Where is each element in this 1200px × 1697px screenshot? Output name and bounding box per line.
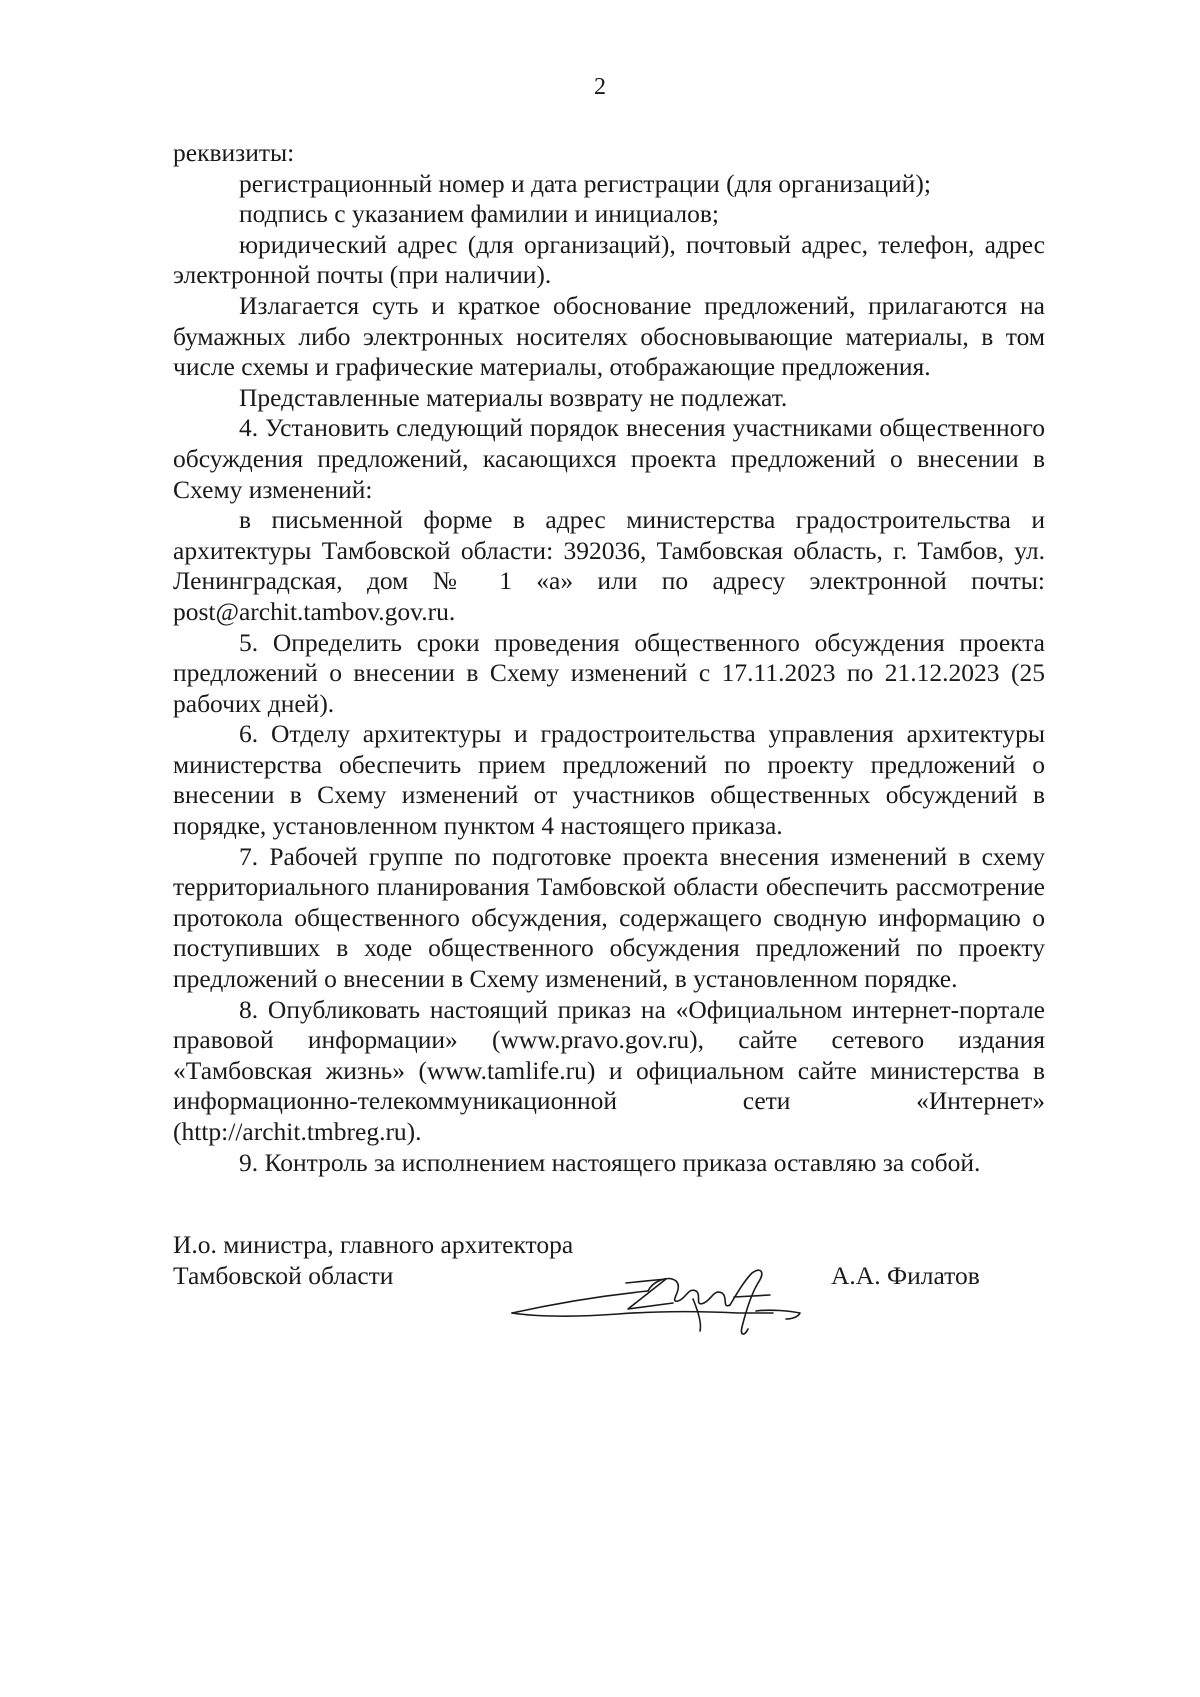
paragraph-item-5: 5. Определить сроки проведения общественного обсуждения проекта предложений о внесении в Схему изменений с 17.11.2023 по 21.12.2023 (25 рабочих дней). bbox=[173, 627, 1045, 718]
paragraph-item-6: 6. Отделу архитектуры и градостроительства управления архитектуры министерства обеспечить прием предложений по проекту предложений о внесении в Схему изменений от участников общественных обсуждений в порядке, установленном пунктом 4 настоящего приказа. bbox=[173, 719, 1045, 841]
paragraph-materials-not-returned: Представленные материалы возврату не подлежат. bbox=[239, 382, 788, 412]
paragraph-registration-number: регистрационный номер и дата регистрации (для организаций); bbox=[239, 168, 931, 198]
paragraph-proposal-essence: Излагается суть и краткое обоснование предложений, прилагаются на бумажных либо электронных носителях обосновывающие материалы, в том числе схемы и графические материалы, отображающие предложения. bbox=[173, 290, 1045, 382]
signatory-title-line-2: Тамбовской области bbox=[173, 1261, 394, 1290]
paragraph-item-7: 7. Рабочей группе по подготовке проекта внесения изменений в схему территориального планирования Тамбовской области обеспечить рассмотрение протокола общественного обсуждения, содержащего сводную информацию о поступивших в ходе общественного обсуждения предложений по проекту предложений о внесении в Схему изменений, в установленном порядке. bbox=[173, 841, 1045, 994]
paragraph-item-4: 4. Установить следующий порядок внесения участниками общественного обсуждения предложений, касающихся проекта предложений о внесении в Схему изменений: bbox=[173, 413, 1045, 504]
handwritten-signature bbox=[508, 1251, 808, 1341]
signature-block bbox=[173, 1229, 1045, 1349]
paragraph-requisites-heading: реквизиты: bbox=[173, 138, 295, 167]
signatory-name: А.А. Филатов bbox=[831, 1261, 980, 1290]
page-number: 2 bbox=[594, 74, 606, 100]
paragraph-addresses: юридический адрес (для организаций), почтовый адрес, телефон, адрес электронной почты (при наличии). bbox=[173, 229, 1045, 290]
document-body bbox=[173, 138, 1045, 1178]
paragraph-item-8: 8. Опубликовать настоящий приказ на «Официальном интернет-портале правовой информации» (www.pravo.gov.ru), сайте сетевого издания «Тамбовская жизнь» (www.tamlife.ru) и официальном сайте министерства в информационно-телекоммуникационной сети «Интернет» (http://archit.tmbreg.ru). bbox=[173, 994, 1045, 1146]
paragraph-item-9: 9. Контроль за исполнением настоящего приказа оставляю за собой. bbox=[239, 1147, 981, 1177]
signatory-title-line-1: И.о. министра, главного архитектора bbox=[173, 1230, 574, 1259]
paragraph-signature-requirement: подпись с указанием фамилии и инициалов; bbox=[239, 199, 719, 229]
paragraph-written-form-address: в письменной форме в адрес министерства градостроительства и архитектуры Тамбовской области: 392036, Тамбовская область, г. Тамбов, ул. Ленинградская, дом № 1 «а» или по адресу электронной почты: post@archit.tambov.gov.ru. bbox=[173, 505, 1045, 626]
